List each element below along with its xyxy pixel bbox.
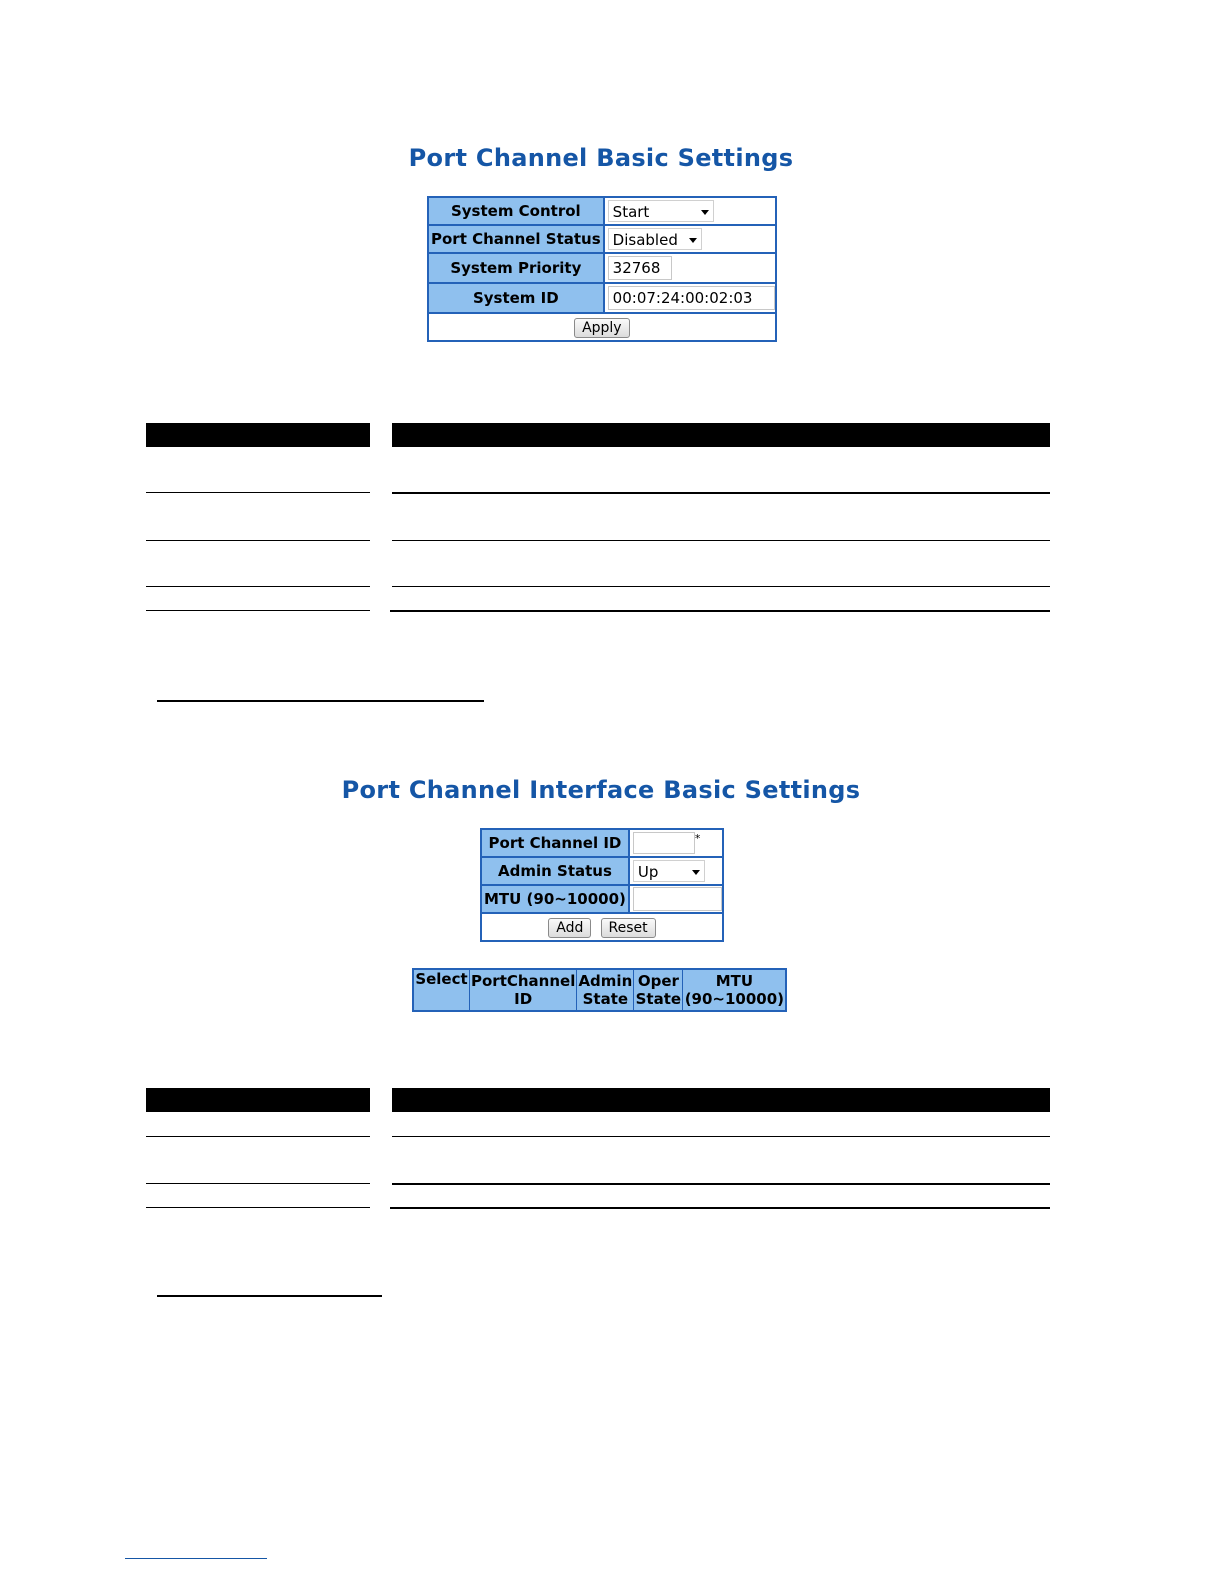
reset-button[interactable]: Reset	[601, 918, 656, 938]
system-control-label: System Control	[428, 197, 604, 225]
port-channel-interface-basic-settings-title: Port Channel Interface Basic Settings	[341, 776, 861, 804]
table-header-bar-left	[146, 1088, 370, 1112]
table-rule	[390, 610, 1050, 612]
select-header-text: Select	[415, 970, 468, 988]
system-id-input[interactable]: 00:07:24:00:02:03	[608, 286, 775, 310]
header-line: ID	[514, 990, 533, 1008]
table-rule	[146, 610, 370, 611]
system-control-select[interactable]	[608, 200, 714, 222]
footer-link-underline	[125, 1558, 267, 1559]
mtu-cell	[629, 885, 723, 913]
header-line: State	[635, 990, 682, 1008]
apply-row	[428, 313, 776, 341]
mtu-label: MTU (90~10000)	[481, 885, 629, 913]
table-rule	[146, 540, 370, 541]
header-line: Oper	[637, 972, 679, 990]
system-control-value: Start	[612, 203, 650, 221]
required-mark: *	[694, 832, 701, 845]
table-rule	[390, 1207, 1050, 1209]
table-rule	[146, 1183, 370, 1184]
system-control-cell	[604, 197, 776, 225]
system-priority-input[interactable]: 32768	[608, 256, 672, 280]
table-header-bar-right	[392, 1088, 1050, 1112]
port-channel-status-select[interactable]	[608, 228, 702, 250]
port-channel-status-value: Disabled	[612, 231, 678, 249]
chevron-down-icon	[701, 210, 709, 215]
chevron-down-icon	[692, 870, 700, 875]
add-reset-row	[481, 913, 723, 941]
header-line: State	[582, 990, 629, 1008]
admin-status-cell	[629, 857, 723, 885]
table-rule	[392, 492, 1050, 494]
table-rule	[146, 492, 370, 493]
port-channel-basic-settings-title: Port Channel Basic Settings	[408, 144, 794, 172]
table-rule	[392, 586, 1050, 587]
mtu-input[interactable]	[633, 887, 722, 911]
system-id-label: System ID	[428, 283, 604, 313]
column-header-portchannel-id	[470, 969, 577, 1011]
port-channel-status-label: Port Channel Status	[428, 225, 604, 253]
section-underline	[157, 1295, 382, 1297]
header-line: PortChannel	[471, 972, 576, 990]
column-header-admin-state	[577, 969, 634, 1011]
system-priority-cell	[604, 253, 776, 283]
chevron-down-icon	[689, 238, 697, 243]
admin-status-value: Up	[637, 863, 659, 881]
admin-status-select[interactable]	[633, 860, 705, 882]
table-rule	[146, 1136, 370, 1137]
add-button[interactable]: Add	[548, 918, 591, 938]
column-header-oper-state	[634, 969, 683, 1011]
port-channel-basic-settings-form	[427, 196, 777, 342]
table-rule	[392, 540, 1050, 541]
admin-status-label: Admin Status	[481, 857, 629, 885]
column-header-select	[413, 969, 470, 1011]
header-line: MTU	[715, 972, 754, 990]
header-line: (90~10000)	[684, 990, 785, 1008]
section-underline	[157, 700, 484, 702]
table-rule	[146, 1207, 370, 1208]
column-header-mtu	[683, 969, 787, 1011]
system-id-cell	[604, 283, 776, 313]
table-rule	[392, 1183, 1050, 1185]
table-rule	[392, 1136, 1050, 1137]
port-channel-id-cell	[629, 829, 723, 857]
header-line: Admin	[578, 972, 633, 990]
port-channel-id-input[interactable]	[633, 832, 695, 854]
port-channel-status-cell	[604, 225, 776, 253]
port-channel-list-table	[412, 968, 787, 1012]
port-channel-interface-form	[480, 828, 724, 942]
table-header-bar-left	[146, 423, 370, 447]
apply-button[interactable]: Apply	[574, 318, 630, 338]
port-channel-id-label: Port Channel ID	[481, 829, 629, 857]
table-header-bar-right	[392, 423, 1050, 447]
system-priority-label: System Priority	[428, 253, 604, 283]
table-rule	[146, 586, 370, 587]
